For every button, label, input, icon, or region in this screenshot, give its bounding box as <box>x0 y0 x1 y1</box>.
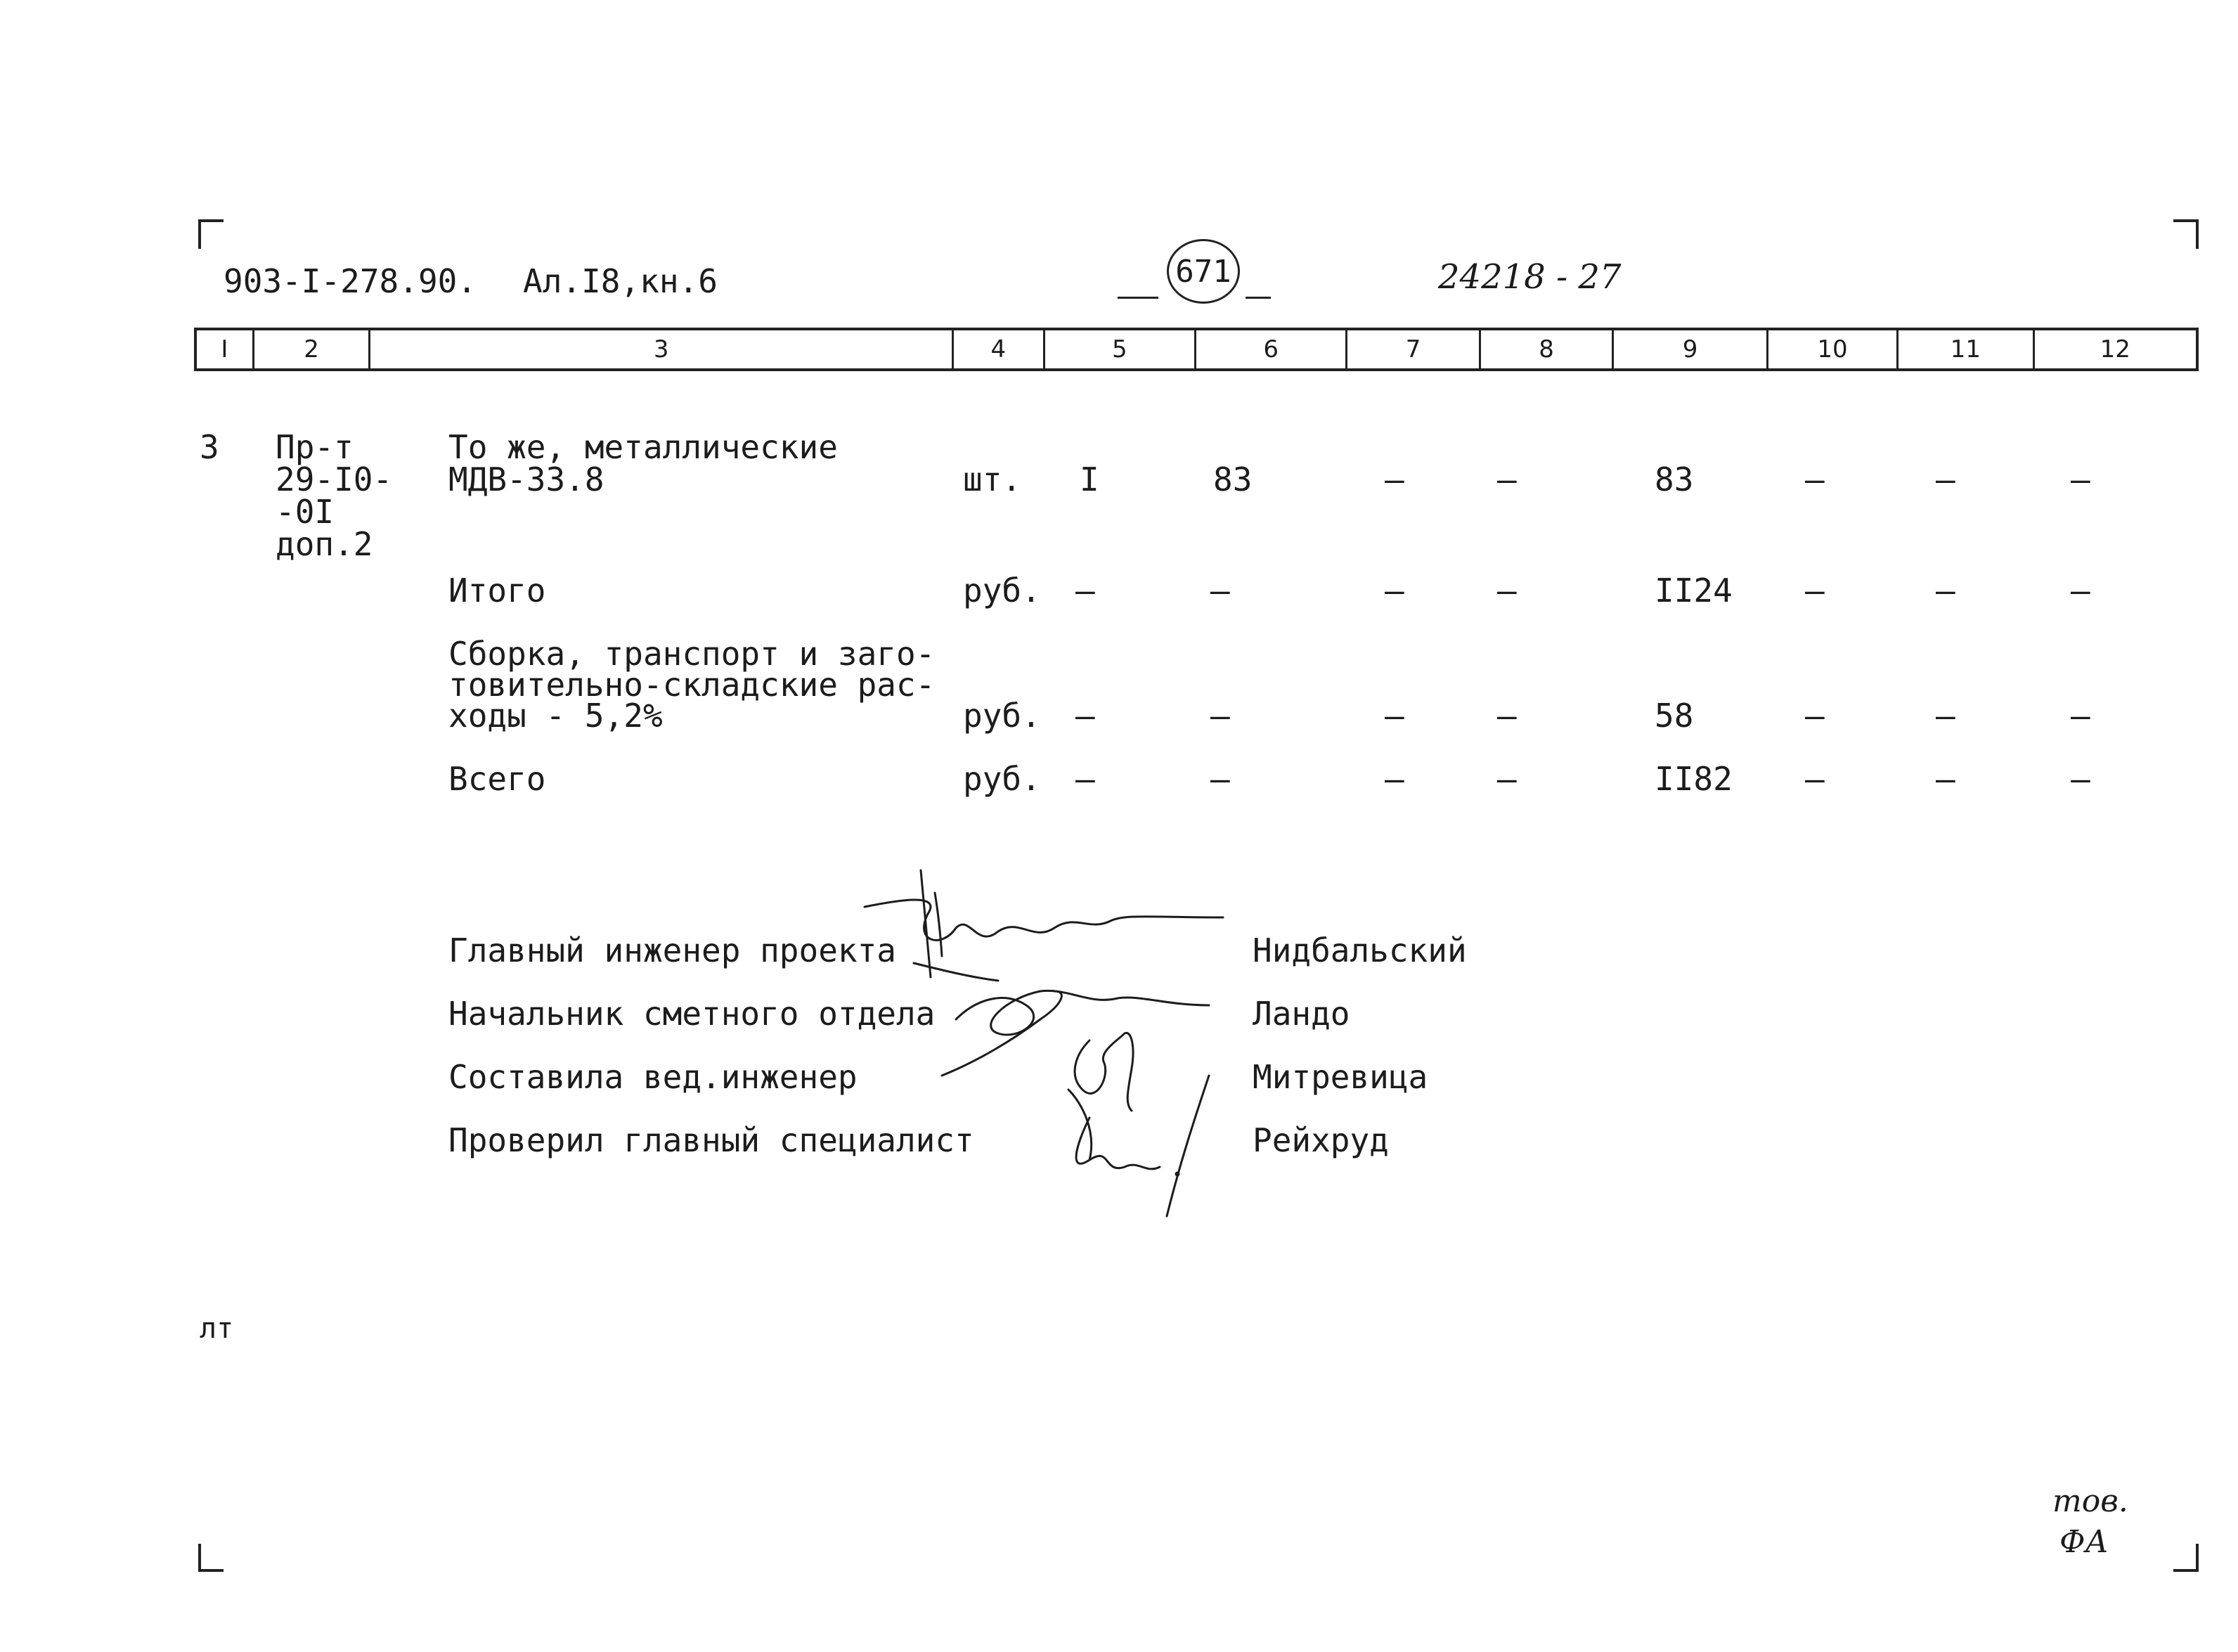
description-line: МДВ-33.8 <box>448 460 604 498</box>
cell-col7: – <box>1385 572 1404 609</box>
footer-mark: лт <box>200 1312 234 1345</box>
page-number-underline-right <box>1246 297 1271 299</box>
column-header: 2 <box>254 330 371 368</box>
column-header: 12 <box>2100 335 2130 363</box>
unit: руб. <box>963 760 1041 798</box>
cell-col10: – <box>1805 697 1825 735</box>
column-header: 10 <box>1768 330 1899 368</box>
cell-col9: II24 <box>1655 572 1733 609</box>
cell-col6: 83 <box>1213 460 1253 498</box>
cell-col5: – <box>1075 760 1095 798</box>
signature-head-estimator <box>956 990 1209 1035</box>
description-line: Всего <box>448 760 546 798</box>
corner-mark-bottom-left <box>198 1544 224 1572</box>
signatory-name: Рейхруд <box>1253 1121 1389 1159</box>
column-header-row <box>194 328 2199 371</box>
column-header: 6 <box>1196 330 1347 368</box>
cell-col9: II82 <box>1655 760 1733 798</box>
price-code-line: доп.2 <box>276 525 373 563</box>
column-header: 4 <box>954 330 1045 368</box>
handwritten-number: 24218 - 27 <box>1438 257 1622 297</box>
doc-code: 903-I-278.90. <box>224 262 477 300</box>
column-header: 11 <box>1899 330 2034 368</box>
price-code-line: 29-I0- <box>276 460 393 498</box>
cell-col8: – <box>1497 460 1517 498</box>
handwritten-note-line: тов. <box>2052 1483 2128 1519</box>
signatory-role: Проверил главный специалист <box>448 1121 974 1159</box>
signatory-name: Нидбальский <box>1253 931 1467 969</box>
cell-col11: – <box>1936 572 1955 609</box>
cell-col9: 83 <box>1655 460 1694 498</box>
cell-col8: – <box>1497 697 1517 735</box>
cell-col6: – <box>1210 760 1230 798</box>
unit: шт. <box>963 460 1022 498</box>
unit: руб. <box>963 697 1041 735</box>
description-line: Сборка, транспорт и заго- <box>448 635 936 673</box>
album-ref: Ал.I8,кн.6 <box>523 262 718 300</box>
cell-col12: – <box>2071 697 2090 735</box>
cell-col10: – <box>1805 760 1825 798</box>
cell-col10: – <box>1805 460 1825 498</box>
cell-col12: – <box>2071 460 2090 498</box>
row-number: 3 <box>200 428 219 466</box>
price-code-line: Пр-т <box>276 428 354 466</box>
cell-col6: – <box>1210 572 1230 609</box>
description-line: То же, металлические <box>448 428 838 466</box>
signature-lead-engineer <box>1075 1033 1133 1111</box>
corner-mark-top-left <box>198 219 224 249</box>
price-code-line: -0I <box>276 493 335 531</box>
cell-col11: – <box>1936 760 1955 798</box>
cell-col5: – <box>1075 572 1095 609</box>
page-number: 671 <box>1175 253 1231 290</box>
column-header: 5 <box>1045 330 1196 368</box>
cell-col5: I <box>1080 460 1099 498</box>
signatory-name: Митревица <box>1253 1058 1428 1096</box>
cell-col10: – <box>1805 572 1825 609</box>
column-header: I <box>197 330 254 368</box>
description-line: товительно-складские рас- <box>448 666 936 704</box>
signature-chief-engineer <box>865 900 1223 940</box>
signatory-role: Главный инженер проекта <box>448 931 896 969</box>
page-number-stamp <box>1167 239 1240 304</box>
corner-mark-top-right <box>2173 219 2199 249</box>
cell-col7: – <box>1385 760 1404 798</box>
column-header: 9 <box>1614 330 1768 368</box>
corner-mark-bottom-right <box>2173 1544 2199 1572</box>
page-number-underline-left <box>1118 297 1158 299</box>
column-header: 8 <box>1481 330 1614 368</box>
cell-col11: – <box>1936 460 1955 498</box>
signatory-role: Составила вед.инженер <box>448 1058 858 1096</box>
handwritten-note-line: ФА <box>2059 1524 2109 1560</box>
signatory-role: Начальник сметного отдела <box>448 995 936 1033</box>
description-line: Итого <box>448 572 546 609</box>
description-line: ходы - 5,2% <box>448 697 663 735</box>
handwritten-signatures <box>858 865 1251 1230</box>
cell-col8: – <box>1497 760 1517 798</box>
cell-col7: – <box>1385 697 1404 735</box>
column-header: 3 <box>370 330 954 368</box>
column-header: 7 <box>1347 330 1480 368</box>
signatory-name: Ландо <box>1253 995 1350 1033</box>
cell-col5: – <box>1075 697 1095 735</box>
cell-col8: – <box>1497 572 1517 609</box>
cell-col11: – <box>1936 697 1955 735</box>
cell-col12: – <box>2071 572 2090 609</box>
cell-col9: 58 <box>1655 697 1694 735</box>
cell-col7: – <box>1385 460 1404 498</box>
cell-col6: – <box>1210 697 1230 735</box>
unit: руб. <box>963 572 1041 609</box>
cell-col12: – <box>2071 760 2090 798</box>
